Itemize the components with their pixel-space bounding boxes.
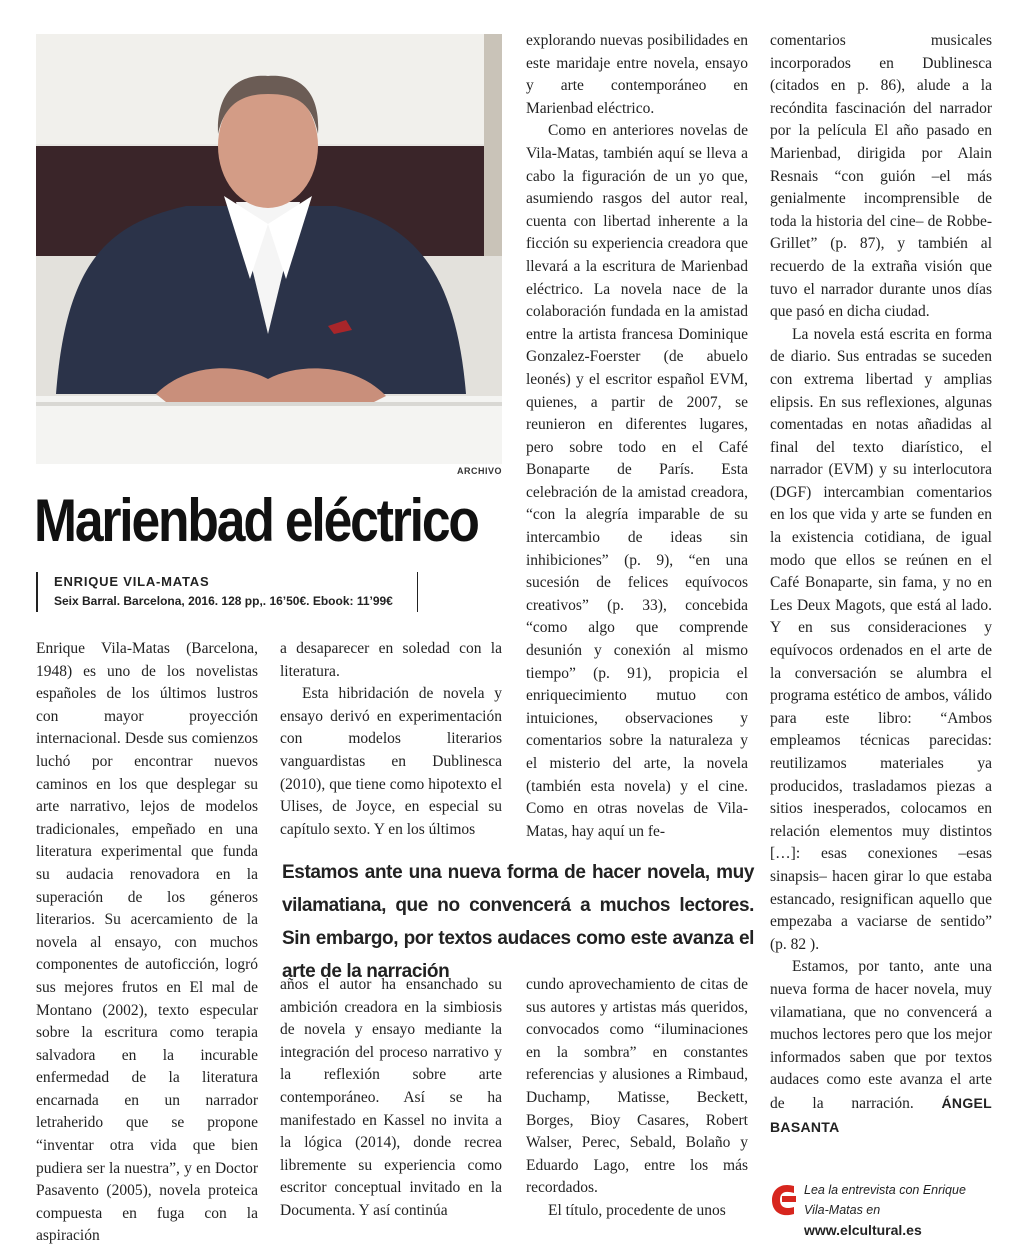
paragraph: comentarios musicales incorporados en Dublinesca (citados en p. 86), alude a la recóndita fascinación del narrador por la película El año pasado en Marienbad, dirigida por Alain Resnais “con guión –el más genialmente incomprensible de toda la historia del cine– de Robbe-Grillet” (p. 87), y también al recuerdo de la extraña visión que tuvo el narrador durante unos días que pasó en dicha ciudad. [770,32,992,321]
body-column-3-top [526,30,748,844]
author-photo [36,34,502,464]
book-author: ENRIQUE VILA-MATAS [54,574,210,589]
promo-label: Lea la entrevista con Enrique Vila-Matas en [804,1183,966,1217]
body-column-4 [770,30,992,1160]
paragraph: Como en anteriores novelas de Vila-Matas, también aquí se lleva a cabo la figuración de un yo que, asumiendo rasgos del autor real, cuenta con libertad inherente a la ficción su experiencia creadora que llevará a la escritura de Marienbad eléctrico. La novela nace de la colaboración fundada en la amistad entre la artista francesa Dominique Gonzalez-Foerster (de abuelo leonés) y el escritor español EVM, quienes, a partir de 2007, se reunieron en diferentes lugares, pero sobre todo en el Café Bonaparte de París. Esta celebración de la amistad creadora, “con la alegría imparable de su intercambio de ideas sin inhibiciones” (p. 9), “en una sucesión de felices equívocos creativos” (p. 33), concebida “como algo que comprende desunión y conexión al mismo tiempo” (p. 91), propicia el enriquecimiento mutuo con intuiciones, observaciones y comentarios sobre la naturaleza y el misterio del arte, la novela (también esta novela) y el cine. Como en otras novelas de Vila-Matas, hay aquí un fe- [526,122,748,840]
photo-credit: ARCHIVO [456,466,502,476]
paragraph: cundo aprovechamiento de citas de sus autores y artistas más queridos, convocados como “iluminaciones en la sombra” en constantes referencias y alusiones a Rimbaud, Duchamp, Matisse, Beckett, Borges, Bioy Casares, Robert Walser, Perec, Sebald, Bolaño y Eduardo Lago, entre los más recordados. [526,976,748,1197]
paragraph: Enrique Vila-Matas (Barcelona, 1948) es uno de los novelistas españoles de los últimos lustros con mayor proyección internacional. Desde sus comienzos luchó por encontrar nuevos caminos en los que desplegar su arte narrativo, lejos de modelos tradicionales, empeñado en una literatura experimental que funda su audacia renovadora en la superación de los géneros literarios. Su acercamiento de la novela al ensayo, con muchos componentes de autoficción, logró sus mejores frutos en El mal de Montano (2002), texto especular sobre la escritura como terapia salvadora en la incurable enfermedad de la literatura encarnada en un narrador letraherido que se propone “inventar otra vida que bien pudiera ser la nuestra”, y en Doctor Pasavento (2005), novela proteica compuesta en fuga con la aspiración [36,640,258,1245]
pull-quote: Estamos ante una nueva forma de hacer novela, muy vilamatiana, que no convencerá a muchos lectores. Sin embargo, por textos audaces como este avanza el arte de la narración [282,862,754,982]
promo-url-link[interactable]: www.elcultural.es [804,1222,922,1238]
body-column-2-top [280,638,502,844]
book-info [36,572,418,612]
article-title: Marienbad eléctrico [34,487,478,554]
paragraph: La novela está escrita en forma de diario. Sus entradas se suceden con extrema libertad y amplias elipsis. En sus reflexiones, algunas comentadas en notas añadidas al final del texto diarístico, el narrador (EVM) y su interlocutora (DGF) intercambian comentarios en los que vida y arte se funden en la existencia cotidiana, de igual modo que ellos se reúnen en el Café Bonaparte, sin fama, y no en Les Deux Magots, que está al lado. Y en sus consideraciones y equívocos ordenados en el arte de la conversación se alumbra el programa estético de ambos, válido para este libro: “Ambos empleamos técnicas parecidas: reutilizamos materiales ya producidos, trasladamos piezas a sitios inesperados, colocamos en relación elementos muy distintos […]: esas conexiones –esas sinapsis– hacen girar lo que estaba estancado, resignifican aquello que empezaba a vaciarse de sentido” (p. 82 ). [770,325,992,953]
paragraph: explorando nuevas posibilidades en este maridaje entre novela, ensayo y arte contemporáneo en Marienbad eléctrico. [526,32,748,117]
book-publication-details: Seix Barral. Barcelona, 2016. 128 pp,. 16’50€. Ebook: 11’99€ [54,594,393,608]
paragraph: años el autor ha ensanchado su ambición creadora en la simbiosis de novela y ensayo mediante la integración del proceso narrativo y la reflexión sobre arte contemporáneo. Así se ha manifestado en Kassel no invita a la lógica (2014), donde recrea libremente su experiencia como escritor conceptual invitado en la Documenta. Y así continúa [280,976,502,1219]
paragraph: El título, procedente de unos [548,1201,726,1219]
promo-text [804,1180,994,1241]
paragraph: Esta hibridación de novela y ensayo derivó en experimentación con modelos literarios vanguardistas en Dublinesca (2010), que tiene como hipotexto el Ulises, de Joyce, en especial su capítulo sexto. Y en los últimos [280,685,502,838]
elcultural-logo-icon [770,1180,798,1220]
final-paragraph-text: Estamos, por tanto, ante una nueva forma de hacer novela, muy vilamatiana, que no convencerá a muchos lectores pero que los mejor informados saben que por textos audaces como este avanza el arte de la narración. [770,958,992,1112]
body-column-2-bottom [280,974,502,1230]
interview-promo[interactable] [770,1178,992,1238]
paragraph: a desaparecer en soledad con la literatura. [280,640,502,680]
paragraph-final [770,956,992,1139]
reviewer-signature: ÁNGEL BASANTA [770,1094,992,1135]
body-column-3-bottom [526,974,748,1230]
body-column-1 [36,638,258,1245]
